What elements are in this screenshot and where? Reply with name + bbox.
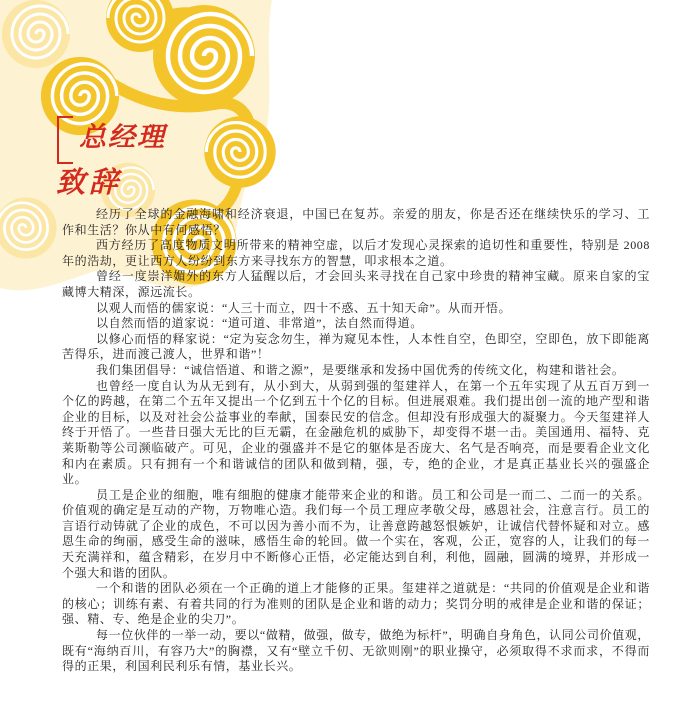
paragraph: 员工是企业的细胞，唯有细胞的健康才能带来企业的和谐。员工和公司是一而二、二而一的关系。价值观的确定是互动的产物，万物唯心造。我们每一个员工理应孝敬父母，感恩社会，注意言行。员工的言语行动铸就了企业的成色，不可以因为善小而不为，让善意跨越怒恨嫉妒，让诚信代替怀疑和对立。感恩生命的绚丽，感受生命的滋味，感悟生命的轮回。做一个实在，客观，公正，宽容的人，让我们的每一天充满祥和，蕴含精彩，在岁月中不断修心正悟，必定能达到自利，利他，圆融，圆满的境界，并形成一个强大和谐的团队。	[62, 487, 650, 580]
letter-body	[62, 207, 650, 675]
heading-bracket	[57, 116, 73, 164]
paragraph: 我们集团倡导：“诚信悟道、和谐之源”，是要继承和发扬中国优秀的传统文化，构建和谐社会。	[96, 362, 625, 377]
paragraph: 每一位伙伴的一举一动，要以“做精，做强，做专，做绝为标杆”，明确自身角色，认同公司价值观，既有“海纳百川，有容乃大”的胸襟，又有“壁立千仞、无欲则刚”的职业操守，必须取得不求而求，不得而得的正果，利国利民利乐有情，基业长兴。	[62, 628, 650, 674]
paragraph: 西方经历了高度物质文明所带来的精神空虚，以后才发现心灵探索的追切性和重要性，特别是 2008 年的浩劫，更让西方人纷纷到东方来寻找东方的智慧，叩求根本之道。	[62, 238, 650, 268]
heading-title: 总经理	[79, 122, 166, 152]
paragraph: 一个和谐的团队必须在一个正确的道上才能修的正果。玺建祥之道就是：“共同的价值观是企业和谐的核心；训练有素、有着共同的行为准则的团队是企业和谐的动力；奖罚分明的戒律是企业和谐的保证；强、精、专、绝是企业的尖刀”。	[62, 581, 650, 627]
paragraph: 以修心而悟的释家说：“定为妄念勿生，禅为窥见本性，人本性自空，色即空，空即色，放下即能离苦得乐，进而渡己渡人，世界和谐”！	[62, 331, 650, 362]
heading-subtitle: 致辞	[56, 167, 123, 199]
letter-heading	[0, 0, 300, 210]
paragraph: 也曾经一度自认为从无到有，从小到大，从弱到强的玺建祥人，在第一个五年实现了从五百万到一个亿的跨越，在第二个五年又提出一个亿到五十个亿的目标。但进展艰难。我们提出创一流的地产型和谐企业的目标，以及对社会公益事业的奉献，国泰民安的信念。但却没有形成强大的凝聚力。今天玺建祥人终于开悟了。一些昔日强大无比的巨无霸，在金融危机的威胁下，却变得不堪一击。美国通用、福特、克莱斯勒等公司濒临破产。可见，企业的强盛并不是它的躯体是否庞大、名气是否响亮，而是要看企业文化和内在素质。只有拥有一个和谐诚信的团队和做到精，强，专，绝的企业，才是真正基业长兴的强盛企业。	[62, 378, 650, 487]
paragraph: 以自然而悟的道家说：“道可道、非常道”，法自然而得道。	[96, 316, 423, 331]
paragraph: 以观人而悟的儒家说：“人三十而立，四十不惑、五十知天命”。从而开悟。	[96, 300, 512, 315]
paragraph: 曾经一度崇洋媚外的东方人猛醒以后，才会回头来寻找在自己家中珍贵的精神宝藏。原来自家的宝藏博大精深，源远流长。	[62, 269, 650, 299]
paragraph: 经历了全球的金融海啸和经济衰退，中国已在复苏。亲爱的朋友，你是否还在继续快乐的学习、工作和生活？你从中有何感悟？	[62, 207, 650, 237]
